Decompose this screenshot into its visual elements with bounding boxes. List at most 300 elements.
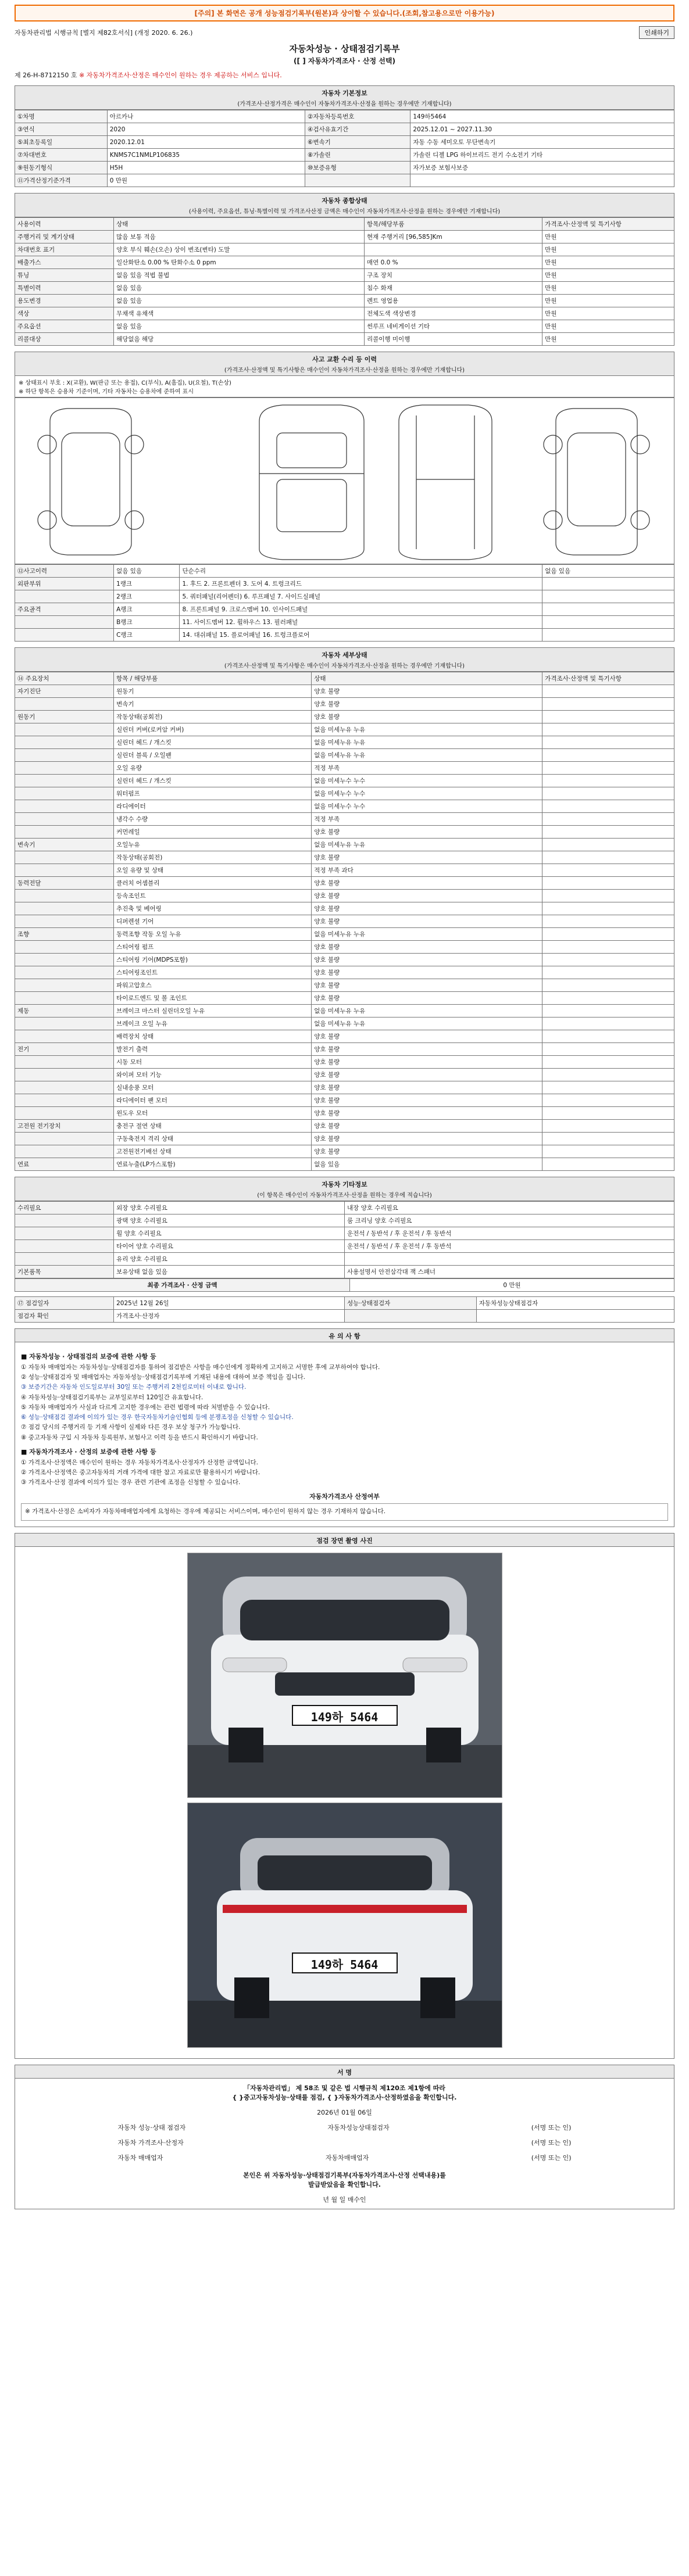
sign-box [15, 2078, 674, 2209]
table-cell [542, 941, 674, 954]
column-header: 상태 [114, 218, 365, 231]
table-row [15, 851, 674, 864]
table-cell: 없음 미세누유 누유 [312, 928, 542, 941]
table-cell [15, 1030, 114, 1043]
note-paragraph: ① 가격조사·산정액은 매수인이 원하는 경우 자동차가격조사·산정자가 산정한 금액입니다. [21, 1459, 258, 1466]
note-paragraph: ⑦ 점검 당시의 주행거리 등 기재 사항이 실제와 다른 경우 보상 청구가 가능합니다. [21, 1424, 241, 1431]
table-cell: ③연식 [15, 123, 108, 136]
table-row [15, 320, 674, 333]
table-row [15, 307, 674, 320]
column-header: 가격조사·산정액 및 특기사항 [542, 218, 674, 231]
table-cell [15, 1227, 114, 1240]
table-cell [15, 1253, 114, 1266]
table-cell [15, 1145, 114, 1158]
notes-section-1: ■ 자동차성능 · 상태점검의 보증에 관한 사항 등 [21, 1353, 156, 1360]
table-row [15, 941, 674, 954]
table-cell: 변속기 [15, 839, 114, 851]
table-cell: 없음 있음 [542, 565, 674, 578]
table-cell: 발전기 출력 [114, 1043, 312, 1056]
sign-name: 자동차매매업자 [325, 2154, 369, 2162]
table-row [15, 1158, 674, 1171]
table-cell: 가격조사·산정자 [114, 1310, 345, 1323]
table-row [15, 1017, 674, 1030]
sign-receiver: 년 월 일 매수인 [323, 2195, 366, 2204]
table-cell: 많음 보통 적음 [114, 231, 365, 243]
table-row [15, 1253, 674, 1266]
table-row [15, 992, 674, 1005]
table-row [15, 256, 674, 269]
table-cell: 양호 불량 [312, 1133, 542, 1145]
table-cell: 실린더 블록 / 오일팬 [114, 749, 312, 762]
table-cell: 없음 있음 [114, 295, 365, 307]
rear-photo [187, 1803, 502, 2048]
table-row [15, 775, 674, 787]
table-cell: 용도변경 [15, 295, 114, 307]
table-row [15, 162, 674, 174]
table-row [15, 685, 674, 698]
table-cell: 배력장치 상태 [114, 1030, 312, 1043]
table-cell: 양호 불량 [312, 992, 542, 1005]
doc-number-note: ※ 자동차가격조사·산정은 매수인이 원하는 경우 제공하는 서비스 입니다. [78, 71, 282, 79]
sign-seal: (서명 또는 인) [531, 2138, 572, 2147]
table-cell [15, 1069, 114, 1081]
note-paragraph: ② 성능·상태점검자 및 매매업자는 자동차성능·상태점검기록부에 기재된 내용에 대하여 보증 책임을 집니다. [21, 1374, 305, 1381]
table-cell [542, 966, 674, 979]
table-cell: 차대번호 표기 [15, 243, 114, 256]
table-cell [542, 915, 674, 928]
table-cell: 양호 불량 [312, 1069, 542, 1081]
table-row [15, 698, 674, 711]
table-cell [15, 954, 114, 966]
table-row [15, 1069, 674, 1081]
table-cell [542, 698, 674, 711]
table-cell: 없음 미세누수 누수 [312, 787, 542, 800]
table-cell: 현재 주행거리 [96,585]Km [365, 231, 542, 243]
note-paragraph: ⑤ 자동차 매매업자가 사실과 다르게 고지한 경우에는 관련 법령에 따라 처벌받을 수 있습니다. [21, 1403, 270, 1411]
table-cell [15, 775, 114, 787]
table-cell [542, 1005, 674, 1017]
table-row [15, 1005, 674, 1017]
table-cell: 제동 [15, 1005, 114, 1017]
detail-table [15, 672, 674, 1171]
table-cell: C랭크 [114, 629, 180, 642]
table-cell [542, 864, 674, 877]
photos-box [15, 1546, 674, 2059]
table-cell: 룸 크리닝 양호 수리필요 [344, 1214, 674, 1227]
table-cell [15, 1081, 114, 1094]
table-cell: 구조 장치 [365, 269, 542, 282]
table-cell: 2025.12.01 ~ 2027.11.30 [410, 123, 674, 136]
table-row [15, 123, 674, 136]
table-cell: 점검자 확인 [15, 1310, 114, 1323]
table-cell: 실린더 헤드 / 개스킷 [114, 775, 312, 787]
table-row [15, 787, 674, 800]
table-row [15, 1240, 674, 1253]
table-row [15, 136, 674, 149]
table-cell: 만원 [542, 307, 674, 320]
table-cell: ⑰ 점검일자 [15, 1297, 114, 1310]
car-outline-figure [15, 398, 674, 564]
table-row [15, 1227, 674, 1240]
table-cell: 양호 불량 [312, 877, 542, 890]
table-cell: 등속조인트 [114, 890, 312, 902]
table-cell [542, 890, 674, 902]
sign-line-1 [118, 2123, 572, 2132]
table-cell: 없음 미세누유 누유 [312, 1017, 542, 1030]
table-cell [542, 928, 674, 941]
table-cell [542, 851, 674, 864]
table-cell [542, 1069, 674, 1081]
table-cell: 유리 양호 수리필요 [114, 1253, 345, 1266]
legend-line-2: ※ 하단 항목은 승용차 기준이며, 기타 자동차는 승용차에 준하여 표시 [19, 389, 194, 395]
table-cell: 리콜대상 [15, 333, 114, 346]
table-cell: 없음 미세누유 누유 [312, 749, 542, 762]
table-cell: 튜닝 [15, 269, 114, 282]
table-cell: 자가보증 보험사보증 [410, 162, 674, 174]
table-cell: 없음 미세누유 누유 [312, 1005, 542, 1017]
inspector-table [15, 1296, 674, 1323]
table-cell: 실린더 헤드 / 개스킷 [114, 736, 312, 749]
table-cell: 만원 [542, 295, 674, 307]
table-cell: 색상 [15, 307, 114, 320]
note-paragraph: ⑥ 성능·상태점검 결과에 이의가 있는 경우 한국자동차기술인협회 등에 분쟁조정을 신청할 수 있습니다. [21, 1414, 294, 1421]
table-cell [15, 1133, 114, 1145]
note-paragraph: ② 가격조사·산정액은 중고자동차의 거래 가격에 대한 참고 자료로만 활용하시기 바랍니다. [21, 1468, 260, 1476]
table-cell [542, 711, 674, 723]
table-row [15, 877, 674, 890]
table-cell [542, 1120, 674, 1133]
table-cell [542, 813, 674, 826]
note-paragraph: ⑧ 중고자동차 구입 시 자동차 등록원부, 보험사고 이력 등을 반드시 확인하시기 바랍니다. [21, 1434, 258, 1441]
table-cell [15, 941, 114, 954]
table-cell [15, 1240, 114, 1253]
table-row [15, 736, 674, 749]
table-cell [15, 629, 114, 642]
table-cell: 2020 [107, 123, 305, 136]
table-cell: 브레이크 오일 누유 [114, 1017, 312, 1030]
column-header: 상태 [312, 672, 542, 685]
table-cell: 만원 [542, 333, 674, 346]
table-cell: 작동상태(공회전) [114, 851, 312, 864]
table-cell [542, 590, 674, 603]
table-cell: 14. 대쉬패널 15. 플로어패널 16. 트렁크플로어 [180, 629, 542, 642]
rear-plate-text: 149하 5464 [310, 1957, 379, 1972]
table-cell: 없음 미세누유 누유 [312, 723, 542, 736]
table-cell: H5H [107, 162, 305, 174]
table-cell: ⑥변속기 [305, 136, 410, 149]
table-cell: 썬루프 네비게이션 기타 [365, 320, 542, 333]
table-cell: 양호 불량 [312, 1107, 542, 1120]
basic-info-note: (가격조사·산정가격은 매수인이 자동차가격조사·산정을 원하는 경우에만 기재합니다) [15, 99, 674, 110]
table-cell [542, 1145, 674, 1158]
table-row [15, 282, 674, 295]
table-cell: 내장 양호 수리필요 [344, 1202, 674, 1214]
table-row [15, 1043, 674, 1056]
table-row [15, 915, 674, 928]
table-cell [542, 839, 674, 851]
print-button[interactable]: 인쇄하기 [639, 26, 674, 39]
table-cell: 워터펌프 [114, 787, 312, 800]
table-cell: 없음 미세누수 누수 [312, 775, 542, 787]
table-row [15, 1310, 674, 1323]
table-cell: 적정 부족 [312, 813, 542, 826]
table-cell [15, 800, 114, 813]
table-cell: 고전원전기배선 상태 [114, 1145, 312, 1158]
note-paragraph: ※ 가격조사·산정은 소비자가 자동차매매업자에게 요청하는 경우에 제공되는 서비스이며, 매수인이 원하지 않는 경우 기재하지 않습니다. [21, 1503, 668, 1520]
table-cell: 원동기 [15, 711, 114, 723]
front-car-image [188, 1553, 502, 1797]
table-cell [542, 578, 674, 590]
table-cell [15, 1056, 114, 1069]
table-cell: 충전구 절연 상태 [114, 1120, 312, 1133]
table-cell: 라디에이터 팬 모터 [114, 1094, 312, 1107]
table-cell: 기본품목 [15, 1266, 114, 1278]
table-cell [542, 1107, 674, 1120]
notice-banner: [주의] 본 화면은 공개 성능점검기록부(원본)과 상이할 수 있습니다.(조회,참고용으로만 이용가능) [15, 5, 674, 22]
detail-note: (가격조사·산정액 및 특기사항은 매수인이 자동차가격조사·산정을 원하는 경우에만 기재합니다) [15, 661, 674, 672]
sign-seal: (서명 또는 인) [531, 2154, 572, 2162]
sign-heading: 서 명 [15, 2065, 674, 2078]
accident-heading: 사고 교환 수리 등 이력 [15, 352, 674, 365]
front-plate-text: 149하 5464 [310, 1710, 379, 1724]
table-cell: 전체도색 색상변경 [365, 307, 542, 320]
note-paragraph: ③ 보증기간은 자동차 인도일로부터 30일 또는 주행거리 2천킬로미터 이내로 합니다. [21, 1384, 247, 1391]
table-cell [542, 877, 674, 890]
table-cell: 동력전달 [15, 877, 114, 890]
table-cell [542, 603, 674, 616]
table-row [15, 839, 674, 851]
table-cell: 연료 [15, 1158, 114, 1171]
table-cell: 1랭크 [114, 578, 180, 590]
table-cell: 1. 후드 2. 프론트펜더 3. 도어 4. 트렁크리드 [180, 578, 542, 590]
status-note: (사용이력, 주요옵션, 튜닝·특별이력 및 가격조사산정 금액은 매수인이 자동차가격조사·산정을 원하는 경우에만 기재합니다) [15, 206, 674, 217]
table-cell: 없음 있음 [114, 320, 365, 333]
table-cell: 렌트 영업용 [365, 295, 542, 307]
table-cell [15, 813, 114, 826]
table-cell: 보유상태 없음 있음 [114, 1266, 345, 1278]
table-cell [15, 915, 114, 928]
table-cell: 변속기 [114, 698, 312, 711]
table-row [15, 800, 674, 813]
table-cell [542, 826, 674, 839]
table-cell: 작동상태(공회전) [114, 711, 312, 723]
table-cell: 광택 양호 수리필요 [114, 1214, 345, 1227]
table-row [15, 954, 674, 966]
table-cell: 없음 미세누유 누유 [312, 839, 542, 851]
table-row [15, 174, 674, 187]
others-note: (이 항목은 매수인이 자동차가격조사·산정을 원하는 경우에 적습니다) [15, 1190, 674, 1201]
final-price-value: 0 만원 [350, 1279, 674, 1292]
table-cell [15, 590, 114, 603]
table-cell: 양호 불량 [312, 902, 542, 915]
table-cell: 없음 있음 [114, 565, 180, 578]
table-cell: 양호 불량 [312, 1030, 542, 1043]
table-cell: 스티어링 기어(MDPS포함) [114, 954, 312, 966]
table-cell: 성능·상태점검자 [344, 1297, 476, 1310]
table-cell: ⑧가솔린 [305, 149, 410, 162]
doc-number-label: 제 26-H-8712150 호 [15, 71, 77, 79]
table-cell: 만원 [542, 282, 674, 295]
table-cell: 양호 불량 [312, 1120, 542, 1133]
sign-text-4: 발급받았음을 확인합니다. [308, 2180, 381, 2188]
table-cell: 오일 유량 [114, 762, 312, 775]
table-cell: 구동축전지 격리 상태 [114, 1133, 312, 1145]
table-cell: 외장 양호 수리필요 [114, 1202, 345, 1214]
table-row [15, 1297, 674, 1310]
table-cell: 무채색 유채색 [114, 307, 365, 320]
table-row [15, 295, 674, 307]
notes-section-3: 자동차가격조사 산정여부 [309, 1493, 380, 1501]
table-cell: 8. 프론트패널 9. 크로스멤버 10. 인사이드패널 [180, 603, 542, 616]
table-cell: 149하5464 [410, 110, 674, 123]
table-cell [542, 685, 674, 698]
table-row [15, 333, 674, 346]
table-cell: 11. 사이드멤버 12. 휠하우스 13. 필러패널 [180, 616, 542, 629]
table-row [15, 1266, 674, 1278]
table-cell [542, 775, 674, 787]
table-cell: 사용설명서 안전삼각대 잭 스패너 [344, 1266, 674, 1278]
table-cell: KNMS7C1NMLP106835 [107, 149, 305, 162]
table-cell [542, 787, 674, 800]
table-cell: ①차명 [15, 110, 108, 123]
sign-date: 2026년 01월 06일 [317, 2108, 372, 2116]
table-cell: B랭크 [114, 616, 180, 629]
table-cell [542, 629, 674, 642]
table-cell: 2랭크 [114, 590, 180, 603]
table-cell: 자동차성능상태점검자 [476, 1297, 674, 1310]
note-paragraph: ① 자동차 매매업자는 자동차성능·상태점검자를 통하여 점검받은 사항을 매수인에게 정확하게 고지하고 서명한 후에 교부하여야 합니다. [21, 1364, 380, 1371]
table-cell: 양호 불량 [312, 711, 542, 723]
table-cell: 침수 화재 [365, 282, 542, 295]
table-row [15, 1107, 674, 1120]
table-cell [15, 749, 114, 762]
table-cell: 자동 수동 세미오토 무단변속기 [410, 136, 674, 149]
table-cell: 타이어 양호 수리필요 [114, 1240, 345, 1253]
photos-heading: 점검 장면 촬영 사진 [15, 1533, 674, 1546]
table-cell: 냉각수 수량 [114, 813, 312, 826]
table-row [15, 231, 674, 243]
table-cell: 없음 있음 [312, 1158, 542, 1171]
table-cell: 스티어링 펌프 [114, 941, 312, 954]
sign-role: 자동차 가격조사·산정자 [117, 2138, 184, 2147]
sign-name: 자동차성능상태점검자 [327, 2123, 390, 2131]
table-cell: 운전석 / 동반석 / 후 운전석 / 후 동반석 [344, 1227, 674, 1240]
table-cell: 주행거리 및 계기상태 [15, 231, 114, 243]
table-cell [410, 174, 674, 187]
table-cell: 운전석 / 동반석 / 후 운전석 / 후 동반석 [344, 1240, 674, 1253]
table-cell: 적정 부족 과다 [312, 864, 542, 877]
table-cell: 2020.12.01 [107, 136, 305, 149]
table-row [15, 813, 674, 826]
note-paragraph: ④ 자동차성능·상태점검기록부는 교부일로부터 120일간 유효합니다. [21, 1393, 204, 1401]
table-cell [15, 992, 114, 1005]
table-cell: 2025년 12월 26일 [114, 1297, 345, 1310]
accident-legend [15, 376, 674, 397]
table-cell [542, 979, 674, 992]
table-cell: 없음 미세누유 누유 [312, 736, 542, 749]
table-row [15, 711, 674, 723]
table-cell: 수리필요 [15, 1202, 114, 1214]
table-row [15, 1094, 674, 1107]
table-row [15, 110, 674, 123]
table-cell [15, 851, 114, 864]
table-cell: ⑩보증유형 [305, 162, 410, 174]
table-cell [542, 616, 674, 629]
table-cell: 가솔린 디젤 LPG 하이브리드 전기 수소전기 기타 [410, 149, 674, 162]
table-row [15, 1081, 674, 1094]
table-cell: 없음 미세누수 누수 [312, 800, 542, 813]
table-cell: 연료누출(LP가스포함) [114, 1158, 312, 1171]
table-cell: 양호 불량 [312, 851, 542, 864]
table-cell [344, 1253, 674, 1266]
table-cell: 실린더 커버(로커암 커버) [114, 723, 312, 736]
column-header: 항목 / 해당부품 [114, 672, 312, 685]
table-cell: 만원 [542, 243, 674, 256]
table-row [15, 269, 674, 282]
table-cell: 외판부위 [15, 578, 114, 590]
table-cell [15, 826, 114, 839]
table-cell: 양호 부식 훼손(오손) 상이 변조(변타) 도말 [114, 243, 365, 256]
table-row [15, 590, 674, 603]
table-cell: 없음 있음 [114, 282, 365, 295]
table-row [15, 1056, 674, 1069]
table-cell: 브레이크 마스터 실린더오일 누유 [114, 1005, 312, 1017]
sign-text-1: 「자동차관리법」 제 58조 및 같은 법 시행규칙 제120조 제1항에 따라 [244, 2084, 445, 2092]
table-cell: 시동 모터 [114, 1056, 312, 1069]
table-cell [15, 762, 114, 775]
table-row [15, 890, 674, 902]
table-cell [15, 966, 114, 979]
table-cell: 디퍼렌셜 기어 [114, 915, 312, 928]
table-cell: A랭크 [114, 603, 180, 616]
table-cell: 타이로드엔드 및 볼 조인트 [114, 992, 312, 1005]
table-cell: 동력조향 작동 오일 누유 [114, 928, 312, 941]
notes-box [15, 1342, 674, 1527]
table-header-row [15, 218, 674, 231]
car-diagram [15, 397, 674, 564]
table-row [15, 1145, 674, 1158]
table-cell: 양호 불량 [312, 1081, 542, 1094]
column-header: 사용이력 [15, 218, 114, 231]
top-bar [15, 26, 674, 39]
table-cell: 클러치 어셈블리 [114, 877, 312, 890]
table-cell [15, 698, 114, 711]
table-cell [476, 1310, 674, 1323]
table-cell: 전기 [15, 1043, 114, 1056]
table-cell: ⑪가격산정기준가격 [15, 174, 108, 187]
table-cell: 윈도우 모터 [114, 1107, 312, 1120]
table-cell: 양호 불량 [312, 979, 542, 992]
table-row [15, 603, 674, 616]
table-row [15, 243, 674, 256]
table-cell: 아르카나 [107, 110, 305, 123]
final-price-table [15, 1278, 674, 1292]
table-cell [542, 723, 674, 736]
table-cell [365, 243, 542, 256]
table-cell [305, 174, 410, 187]
table-cell: 스티어링조인트 [114, 966, 312, 979]
status-heading: 자동차 종합상태 [15, 193, 674, 206]
notes-section-2: ■ 자동차가격조사 · 산정의 보증에 관한 사항 등 [21, 1448, 156, 1456]
table-cell: 와이퍼 모터 기능 [114, 1069, 312, 1081]
table-cell [542, 800, 674, 813]
table-cell [344, 1310, 476, 1323]
table-cell: 리콜이행 미이행 [365, 333, 542, 346]
table-row [15, 629, 674, 642]
table-cell: 만원 [542, 256, 674, 269]
table-cell: 원동기 [114, 685, 312, 698]
table-cell [15, 736, 114, 749]
